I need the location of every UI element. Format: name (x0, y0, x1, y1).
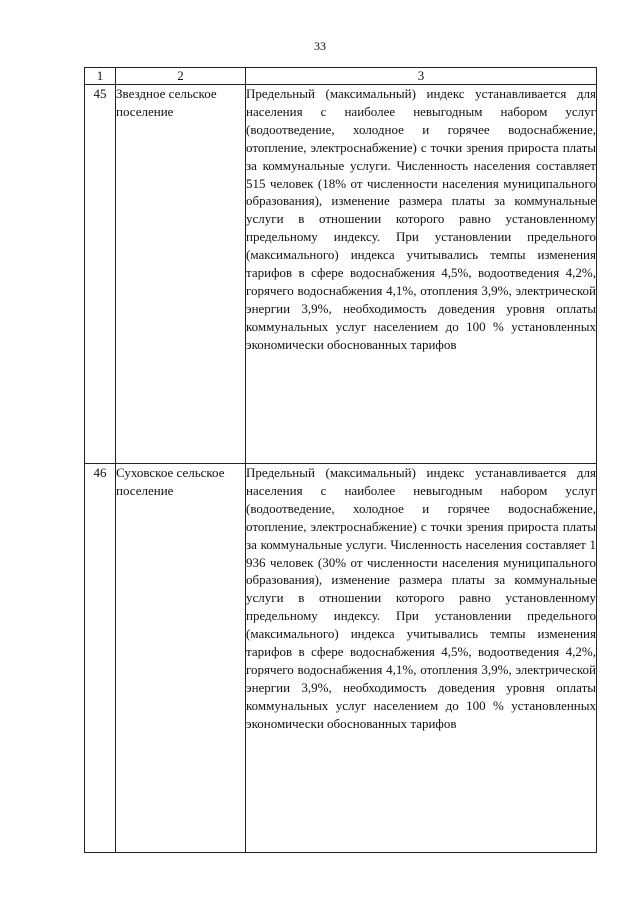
page-number: 33 (314, 39, 326, 53)
data-table (84, 67, 597, 853)
settlement-name: Звездное сельское поселение (116, 85, 246, 464)
index-description (246, 85, 597, 464)
table-row (85, 85, 597, 464)
settlement-name: Суховское сельское поселение (116, 464, 246, 853)
index-description-text: Предельный (максимальный) индекс устанавливается для населения с наиболее невыгодным набором услуг (водоотведение, холодное и горячее водоснабжение, отопление, электроснабжение) с точки зрения прироста платы за коммунальные услуги. Численность населения составляет 1 936 человек (30% от численности населения муниципального образования), изменение размера платы за коммунальные услуги в отношении которого равно установленному предельному индексу. При установлении предельного (максимального) индекса учитывались темпы изменения тарифов в сфере водоснабжения 4,5%, водоотведения 4,2%, горячего водоснабжения 4,1%, отопления 3,9%, электрической энергии 3,9%, необходимость доведения уровня оплаты коммунальных услуг населением до 100 % установленных экономически обоснованных тарифов (246, 465, 596, 731)
index-description (246, 464, 597, 853)
row-number: 45 (85, 85, 116, 464)
header-col-1: 1 (85, 68, 116, 85)
table-row (85, 464, 597, 853)
header-col-3: 3 (246, 68, 597, 85)
table-header-row (85, 68, 597, 85)
index-description-text: Предельный (максимальный) индекс устанавливается для населения с наиболее невыгодным набором услуг (водоотведение, холодное и горячее водоснабжение, отопление, электроснабжение) с точки зрения прироста платы за коммунальные услуги. Численность населения составляет 515 человек (18% от численности населения муниципального образования), изменение размера платы за коммунальные услуги в отношении которого равно установленному предельному индексу. При установлении предельного (максимального) индекса учитывались темпы изменения тарифов в сфере водоснабжения 4,5%, водоотведения 4,2%, горячего водоснабжения 4,1%, отопления 3,9%, электрической энергии 3,9%, необходимость доведения уровня оплаты коммунальных услуг населением до 100 % установленных экономически обоснованных тарифов (246, 86, 596, 352)
header-col-2: 2 (116, 68, 246, 85)
row-number: 46 (85, 464, 116, 853)
